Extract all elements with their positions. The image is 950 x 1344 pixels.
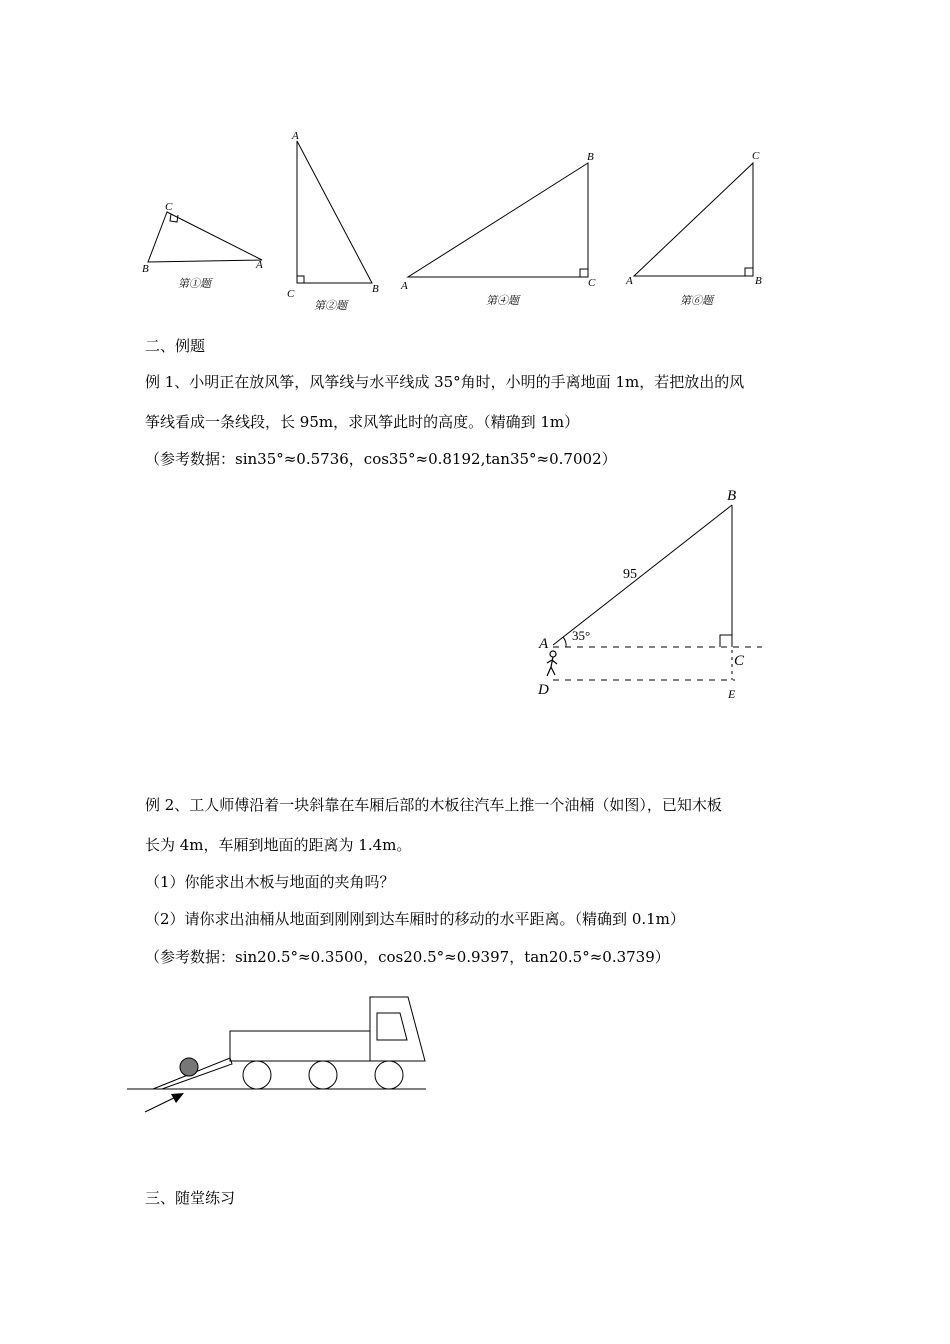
- angle-arc: [563, 637, 566, 647]
- oil-barrel: [180, 1058, 198, 1076]
- triangle-4: [634, 163, 753, 276]
- right-angle-mark-4: [745, 268, 753, 276]
- t2-label-a: A: [292, 130, 299, 142]
- cab-window: [377, 1013, 407, 1040]
- right-angle-mark-3: [580, 269, 588, 277]
- kite-length-label: 95: [623, 567, 637, 582]
- t1-label-a: A: [256, 259, 263, 271]
- section-3-heading: 三、随堂练习: [145, 1189, 236, 1207]
- kite-label-d: D: [538, 682, 549, 698]
- example-2-reference: （参考数据：sin20.5°≈0.3500，cos20.5°≈0.9397，tan20.5°≈0.3739）: [145, 948, 670, 966]
- t3-caption: 第④题: [486, 295, 519, 307]
- wheel: [309, 1061, 337, 1089]
- section-2-heading: 二、例题: [145, 337, 206, 355]
- t3-label-a: A: [401, 280, 408, 292]
- kite-string: [553, 505, 732, 645]
- triangle-2: [297, 141, 372, 283]
- t3-label-b: B: [587, 151, 594, 163]
- example-2-line-2: 长为 4m，车厢到地面的距离为 1.4m。: [145, 836, 412, 854]
- triangle-1: [148, 212, 262, 262]
- t4-label-b: B: [755, 275, 762, 287]
- truck-figure: [120, 985, 440, 1120]
- triangle-3: [408, 163, 588, 277]
- right-angle-mark: [720, 635, 732, 647]
- t4-label-c: C: [752, 150, 760, 162]
- t1-caption: 第①题: [178, 278, 211, 290]
- triangle-figures: [0, 120, 950, 320]
- t2-label-c: C: [287, 288, 295, 300]
- t2-label-b: B: [372, 283, 379, 295]
- example-2-line-1: 例 2、工人师傅沿着一块斜靠在车厢后部的木板往汽车上推一个油桶（如图），已知木板: [145, 796, 722, 814]
- example-2-question-2: （2）请你求出油桶从地面到刚刚到达车厢时的移动的水平距离。（精确到 0.1m）: [145, 910, 685, 928]
- wheel: [243, 1061, 271, 1089]
- wheel: [375, 1061, 403, 1089]
- kite-figure: [520, 480, 780, 710]
- kite-label-b: B: [727, 488, 737, 504]
- kite-angle-label: 35°: [572, 628, 591, 643]
- person-icon: [547, 651, 557, 676]
- example-1-reference: （参考数据：sin35°≈0.5736，cos35°≈0.8192,tan35°≈0.7002）: [145, 450, 617, 468]
- truck-cab: [370, 997, 425, 1061]
- t4-caption: 第⑥题: [680, 295, 713, 307]
- t1-label-c: C: [165, 201, 173, 213]
- truck-bed: [230, 1031, 370, 1061]
- kite-label-a: A: [539, 636, 549, 652]
- example-1-line-1: 例 1、小明正在放风筝，风筝线与水平线成 35°角时，小明的手离地面 1m，若把放出的风: [145, 373, 745, 391]
- kite-label-e: E: [728, 687, 736, 701]
- right-angle-mark-2: [297, 276, 304, 283]
- example-1-line-2: 筝线看成一条线段，长 95m，求风筝此时的高度。（精确到 1m）: [145, 413, 580, 431]
- t4-label-a: A: [626, 275, 633, 287]
- t1-label-b: B: [142, 263, 149, 275]
- t3-label-c: C: [588, 277, 596, 289]
- example-2-question-1: （1）你能求出木板与地面的夹角吗？: [145, 873, 395, 891]
- t2-caption: 第②题: [314, 300, 347, 312]
- kite-label-c: C: [734, 653, 745, 669]
